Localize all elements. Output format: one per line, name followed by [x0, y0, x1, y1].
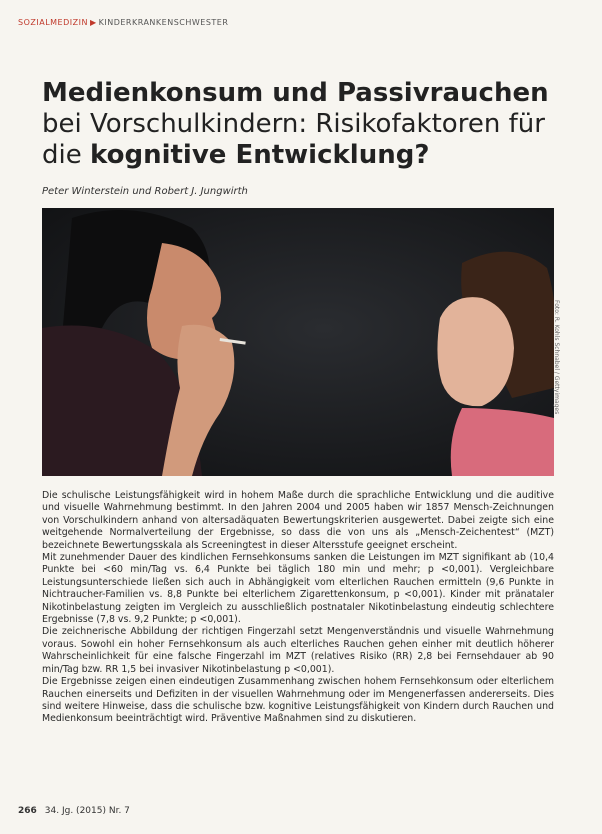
page-footer — [18, 806, 130, 816]
photo-illustration — [42, 208, 554, 476]
paragraph: Die Ergebnisse zeigen einen eindeutigen Zusammenhang zwischen hohem Fernsehkonsum oder elterlichem Rauchen einerseits und Defiziten in der visuellen Wahrnehmung oder im Mengenerfassen andererseits. Dies sind weitere Hinweise, dass die schulische bzw. kognitive Leistungsfähigkeit von Kindern durch Rauchen und Medienkonsum beeinträchtigt wird. Präventive Maßnahmen sind zu diskutieren. — [42, 676, 554, 725]
paragraph: Die schulische Leistungsfähigkeit wird in hohem Maße durch die sprachliche Entwicklung und die auditive und visuelle Wahrnehmung bestimmt. In den Jahren 2004 und 2005 haben wir 1857 Mensch-Zeichnungen von Vorschulkindern anhand von altersadäquaten Bewertungskriterien ausgewertet. Dabei zeigte sich eine weitgehende Normalverteilung der Ergebnisse, so dass die von uns als „Mensch-Zeichentest“ (MZT) bezeichnete Bewertungsskala als Screeningtest in dieser Altersstufe geeignet erscheint. — [42, 490, 554, 551]
arrow-icon: ▶ — [89, 18, 97, 27]
article-title — [42, 78, 562, 171]
title-part-2: bei Vorschulkindern: Risikofaktoren für die — [42, 109, 545, 170]
section-label: SOZIALMEDIZIN — [18, 18, 88, 27]
authors: Peter Winterstein und Robert J. Jungwirth — [42, 186, 248, 197]
title-part-1: Medienkonsum und Passivrauchen — [42, 78, 549, 108]
article-photo — [42, 208, 554, 476]
subsection-label: KINDERKRANKENSCHWESTER — [98, 18, 229, 27]
page-number: 266 — [18, 806, 37, 816]
running-header — [18, 18, 228, 27]
paragraph: Mit zunehmender Dauer des kindlichen Fernsehkonsums sanken die Leistungen im MZT signifikant ab (10,4 Punkte bei <60 min/Tag vs. 6,4 Punkte bei täglich 180 min und mehr; p <0,001). Vergleichbare Leistungsunterschiede ließen sich auch in Abhängigkeit vom elterlichen Rauchen ermitteln (9,6 Punkte in Nichtraucher-Familien vs. 8,8 Punkte bei elterlichem Zigarettenkonsum, p <0,001). Kinder mit pränataler Nikotinbelastung zeigten im Vergleich zu ausschließlich postnataler Nikotinbelastung eindeutig schlechtere Ergebnisse (7,8 vs. 9,2 Punkte; p <0,001). — [42, 552, 554, 626]
photo-credit: Foto: R. Kohls Schnabel / Gettyimages — [553, 300, 560, 415]
article-body — [42, 490, 554, 726]
paragraph: Die zeichnerische Abbildung der richtigen Fingerzahl setzt Mengenverständnis und visuelle Wahrnehmung voraus. Sowohl ein hoher Fernsehkonsum als auch elterliches Rauchen gehen einher mit deutlich höherer Wahrscheinlichkeit für eine falsche Fingerzahl im MZT (relatives Risiko (RR) 2,8 bei Fernsehdauer ab 90 min/Tag bzw. RR 1,5 bei invasiver Nikotinbelastung p <0,001). — [42, 626, 554, 675]
title-part-3: kognitive Entwicklung? — [90, 140, 430, 170]
issue-info: 34. Jg. (2015) Nr. 7 — [44, 806, 130, 816]
